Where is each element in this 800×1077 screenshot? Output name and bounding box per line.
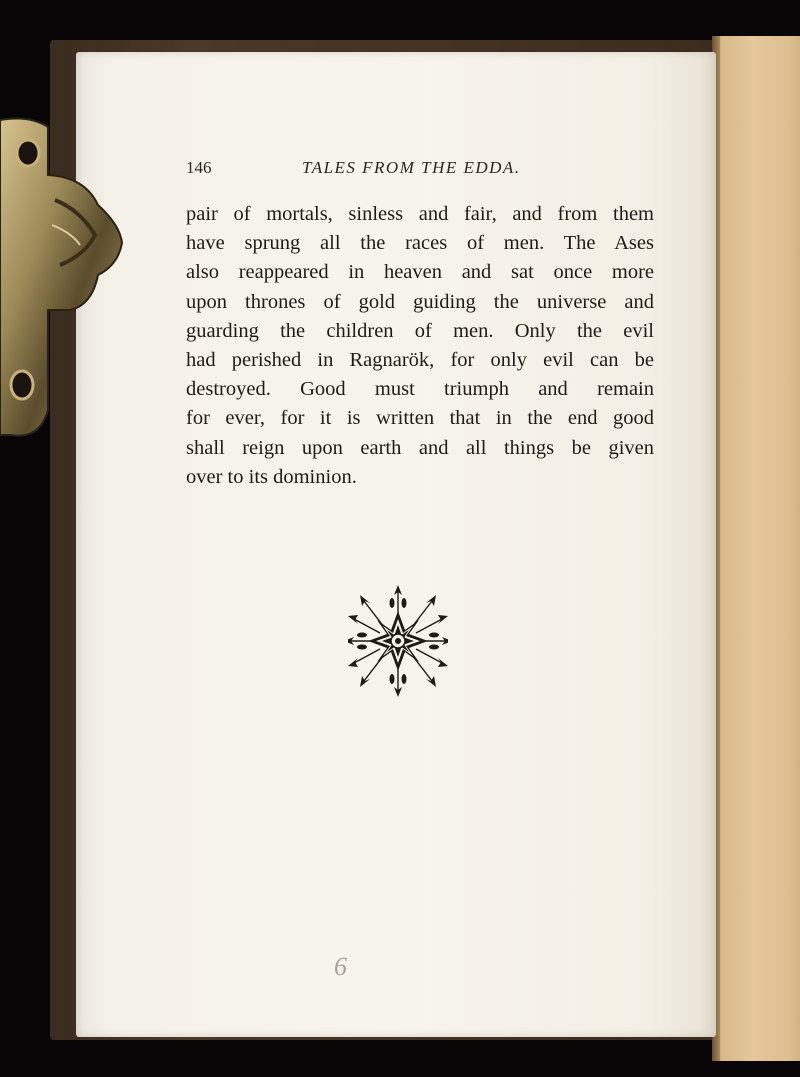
pencil-annotation: 6 — [334, 952, 347, 981]
brass-clasp-icon — [0, 115, 125, 445]
text-line: upon thrones of gold guiding the universe and — [186, 290, 654, 313]
body-text — [186, 200, 654, 492]
text-line: had perished in Ragnarök, for only evil can be — [186, 349, 654, 372]
star-rosette-ornament-icon — [348, 583, 448, 699]
running-title: TALES FROM THE EDDA. — [302, 158, 521, 177]
page-number: 146 — [186, 158, 212, 177]
text-line: pair of mortals, sinless and fair, and from them — [186, 203, 654, 225]
text-line: for ever, for it is written that in the end good — [186, 407, 654, 430]
running-head — [186, 156, 646, 186]
text-line: over to its dominion. — [186, 465, 357, 488]
text-line: guarding the children of men. Only the evil — [186, 319, 654, 342]
text-line: also reappeared in heaven and sat once more — [186, 261, 654, 284]
book-page — [76, 52, 716, 1037]
facing-page — [712, 36, 800, 1061]
text-line: shall reign upon earth and all things be given — [186, 436, 654, 459]
text-line: have sprung all the races of men. The Ases — [186, 232, 654, 255]
text-line: destroyed. Good must triumph and remain — [186, 378, 654, 401]
